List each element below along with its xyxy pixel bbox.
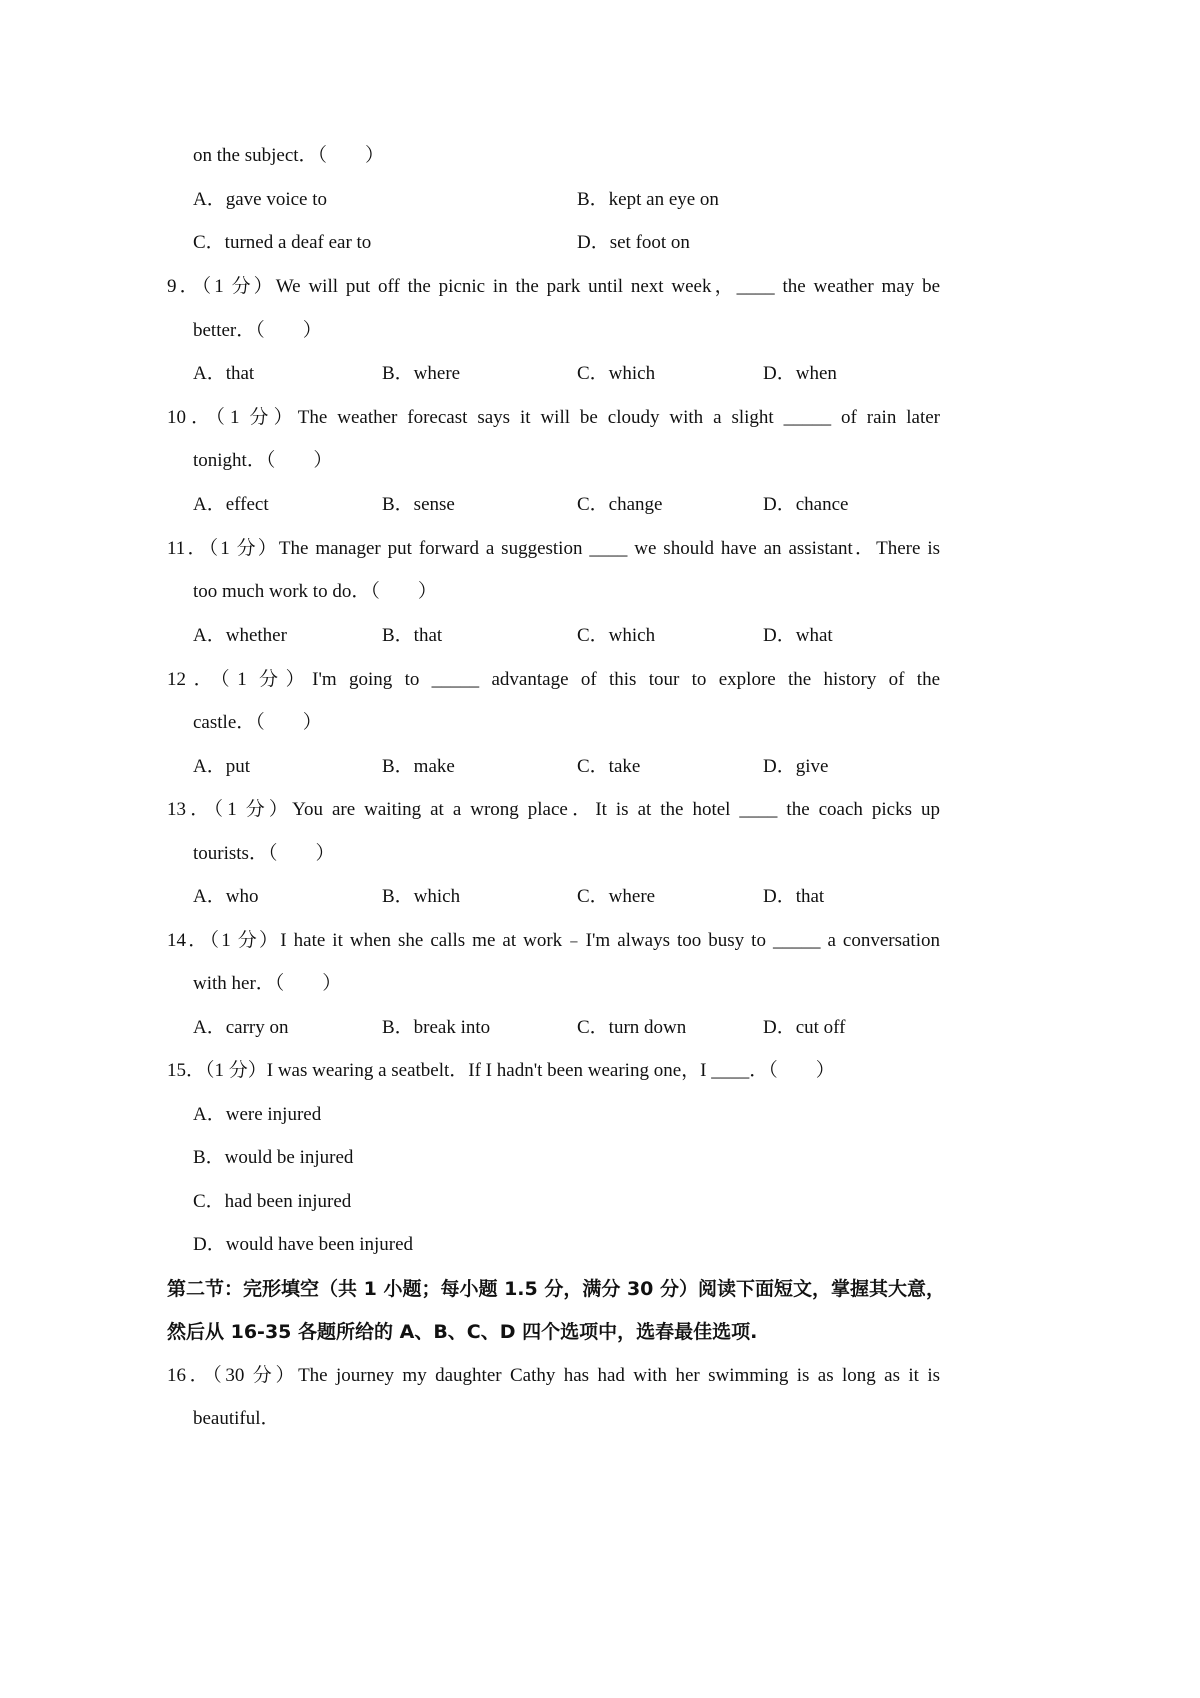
q10-option-c: C．change [577,494,663,515]
q13-option-c: C．where [577,886,656,907]
q8-option-c: C．turned a deaf ear to [193,232,372,253]
question-16-stem: 16．（30 分）The journey my daughter Cathy has had with her swimming is as long as it is [167,1365,940,1386]
question-16-stem-cont: beautiful． [193,1408,280,1429]
q13-option-b: B．which [382,886,461,907]
q9-option-b: B．where [382,363,461,384]
q10-option-b: B．sense [382,494,455,515]
q13-option-a: A．who [193,886,259,907]
question-12-stem-cont: castle．（ ） [193,712,322,733]
q10-option-d: D．chance [763,494,849,515]
question-11-stem: 11．（1 分）The manager put forward a suggestion ____ we should have an assistant．There is [167,538,940,559]
q15-option-c: C．had been injured [193,1191,352,1212]
section-2-heading: 第二节：完形填空（共 1 小题；每小题 1.5 分，满分 30 分）阅读下面短文，掌握其大意， [167,1278,946,1300]
question-14-stem: 14．（1 分）I hate it when she calls me at work﹣I'm always too busy to _____ a conversation [167,930,940,951]
q8-option-b: B．kept an eye on [577,189,719,210]
q11-option-b: B．that [382,625,443,646]
q8-option-d: D．set foot on [577,232,690,253]
q9-option-c: C．which [577,363,656,384]
q15-option-a: A．were injured [193,1104,322,1125]
q9-option-a: A．that [193,363,255,384]
q11-option-c: C．which [577,625,656,646]
question-10-stem-cont: tonight．（ ） [193,450,333,471]
q8-option-a: A．gave voice to [193,189,328,210]
q14-option-c: C．turn down [577,1017,687,1038]
section-2-heading-cont: 然后从 16-35 各题所给的 A、B、C、D 四个选项中，选春最佳选项. [167,1321,758,1343]
q15-option-d: D．would have been injured [193,1234,414,1255]
question-10-stem: 10．（1 分）The weather forecast says it will be cloudy with a slight _____ of rain later [167,407,940,428]
question-15-stem: 15．（1 分）I was wearing a seatbelt．If I hadn't been wearing one，I ____．（ ） [167,1060,835,1081]
question-9-stem: 9．（1 分）We will put off the picnic in the park until next week，____ the weather may be [167,276,940,297]
q12-option-d: D．give [763,756,829,777]
q14-option-b: B．break into [382,1017,491,1038]
question-13-stem: 13．（1 分）You are waiting at a wrong place．It is at the hotel ____ the coach picks up [167,799,940,820]
q10-option-a: A．effect [193,494,269,515]
question-13-stem-cont: tourists．（ ） [193,843,335,864]
q12-option-a: A．put [193,756,251,777]
q14-option-a: A．carry on [193,1017,289,1038]
question-11-stem-cont: too much work to do．（ ） [193,581,437,602]
q14-option-d: D．cut off [763,1017,846,1038]
q9-option-d: D．when [763,363,837,384]
q11-option-a: A．whether [193,625,287,646]
question-12-stem: 12．（1 分）I'm going to _____ advantage of this tour to explore the history of the [167,669,940,690]
question-9-stem-cont: better．（ ） [193,320,322,341]
q13-option-d: D．that [763,886,825,907]
q15-option-b: B．would be injured [193,1147,354,1168]
q12-option-b: B．make [382,756,455,777]
q11-option-d: D．what [763,625,833,646]
q12-option-c: C．take [577,756,641,777]
question-8-continuation: on the subject．（ ） [193,145,385,166]
question-14-stem-cont: with her．（ ） [193,973,342,994]
